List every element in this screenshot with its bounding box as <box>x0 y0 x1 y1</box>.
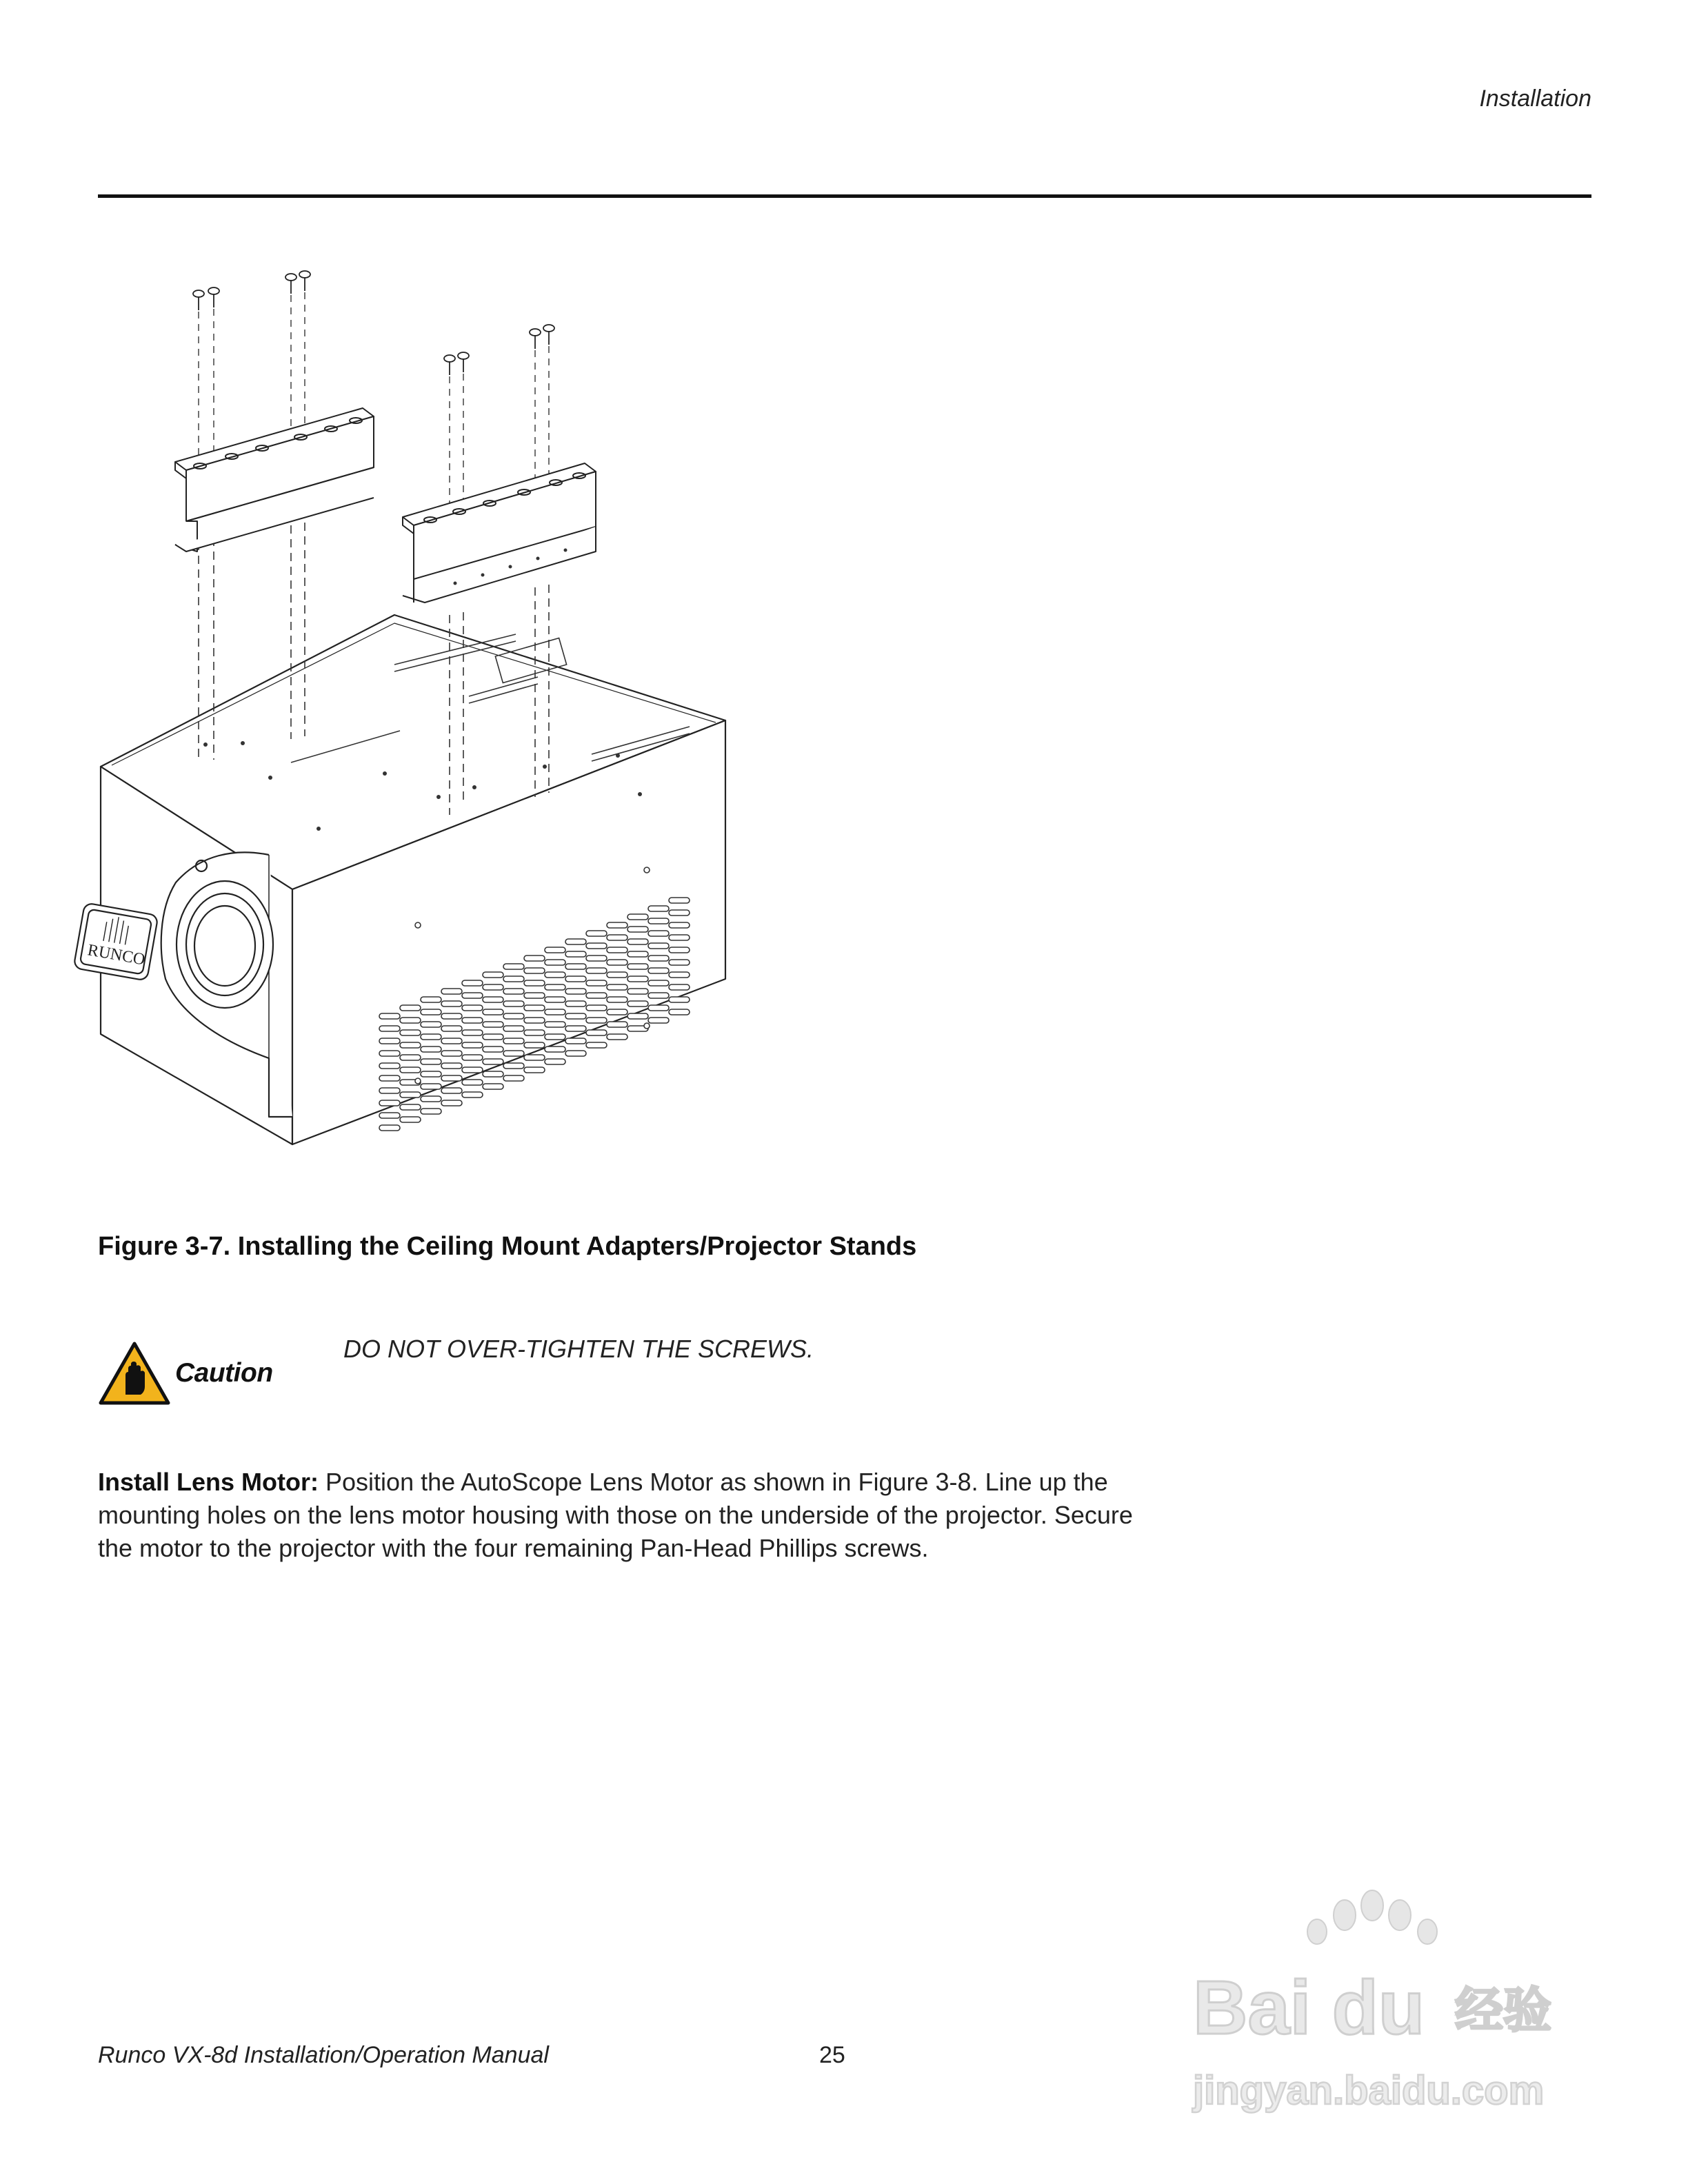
projector-illustration <box>86 248 1158 1165</box>
caution-notice <box>98 1331 1201 1427</box>
caution-label: Caution <box>175 1358 273 1388</box>
install-lens-motor-paragraph <box>98 1466 1160 1565</box>
baidu-watermark <box>1172 1889 1586 2137</box>
watermark-chinese: 经验 <box>1455 1982 1551 2039</box>
paragraph-lead: Install Lens Motor: <box>98 1468 319 1496</box>
running-head: Installation <box>1479 85 1591 112</box>
watermark-url: jingyan.baidu.com <box>1193 2068 1545 2113</box>
installation-figure <box>86 248 1158 1165</box>
footer-manual-title: Runco VX-8d Installation/Operation Manual <box>98 2042 549 2068</box>
figure-caption: Figure 3-7. Installing the Ceiling Mount Adapters/Projector Stands <box>98 1232 917 1261</box>
paragraph-text: Position the AutoScope Lens Motor as shown in Figure 3-8. Line up the mounting holes on the lens motor housing with those on the underside of the projector. Secure the motor to the projector with the four remaining Pan-Head Phillips screws. <box>98 1468 1133 1562</box>
caution-hand-icon <box>98 1341 171 1407</box>
page-number: 25 <box>819 2042 845 2068</box>
header-rule <box>98 194 1591 198</box>
watermark-brand: Bai du <box>1193 1965 1425 2050</box>
caution-text: DO NOT OVER-TIGHTEN THE SCREWS. <box>343 1335 814 1363</box>
runco-logo-text: RUNCO <box>86 941 147 969</box>
